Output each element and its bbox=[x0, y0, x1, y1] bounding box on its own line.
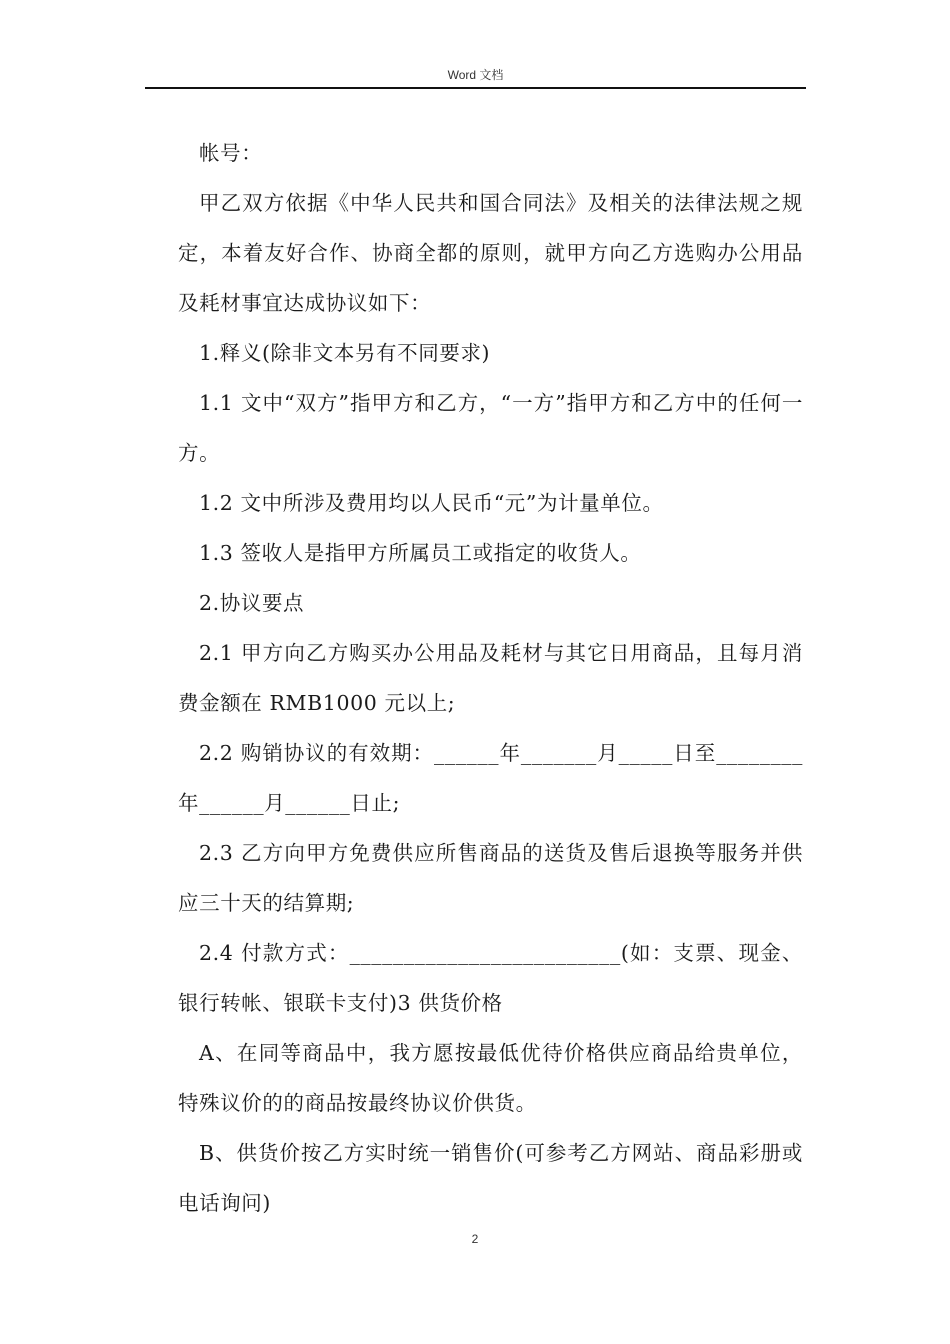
paragraph-clause-b: B、供货价按乙方实时统一销售价(可参考乙方网站、商品彩册或电话询问) bbox=[178, 1141, 803, 1215]
paragraph-clause-1-2: 1.2 文中所涉及费用均以人民币“元”为计量单位。 bbox=[199, 491, 664, 515]
paragraph-definitions-heading: 1.释义(除非文本另有不同要求) bbox=[199, 341, 491, 365]
paragraph-clause-2-4: 2.4 付款方式：_________________________(如：支票、现金、银行转帐、银联卡支付)3 供货价格 bbox=[178, 941, 803, 1015]
page-number: 2 bbox=[471, 1232, 479, 1246]
paragraph-preamble: 甲乙双方依据《中华人民共和国合同法》及相关的法律法规之规定，本着友好合作、协商全都的原则，就甲方向乙方选购办公用品及耗材事宜达成协议如下： bbox=[178, 191, 803, 315]
paragraph-clause-1-1: 1.1 文中“双方”指甲方和乙方，“一方”指甲方和乙方中的任何一方。 bbox=[178, 391, 803, 465]
paragraph-clause-2-1: 2.1 甲方向乙方购买办公用品及耗材与其它日用商品，且每月消费金额在 RMB1000 元以上; bbox=[178, 641, 803, 715]
page-header: Word 文档 bbox=[447, 68, 504, 82]
paragraph-clause-a: A、在同等商品中，我方愿按最低优待价格供应商品给贵单位，特殊议价的的商品按最终协议价供货。 bbox=[178, 1041, 803, 1115]
paragraph-clause-2-2: 2.2 购销协议的有效期：______年_______月_____日至________年______月______日止; bbox=[178, 741, 803, 815]
document-body bbox=[178, 128, 803, 1228]
paragraph-clause-1-3: 1.3 签收人是指甲方所属员工或指定的收货人。 bbox=[199, 541, 642, 565]
header-divider bbox=[145, 87, 806, 89]
paragraph-clause-2-3: 2.3 乙方向甲方免费供应所售商品的送货及售后退换等服务并供应三十天的结算期; bbox=[178, 841, 803, 915]
paragraph-agreement-points-heading: 2.协议要点 bbox=[199, 591, 305, 615]
paragraph-account: 帐号： bbox=[199, 141, 263, 165]
